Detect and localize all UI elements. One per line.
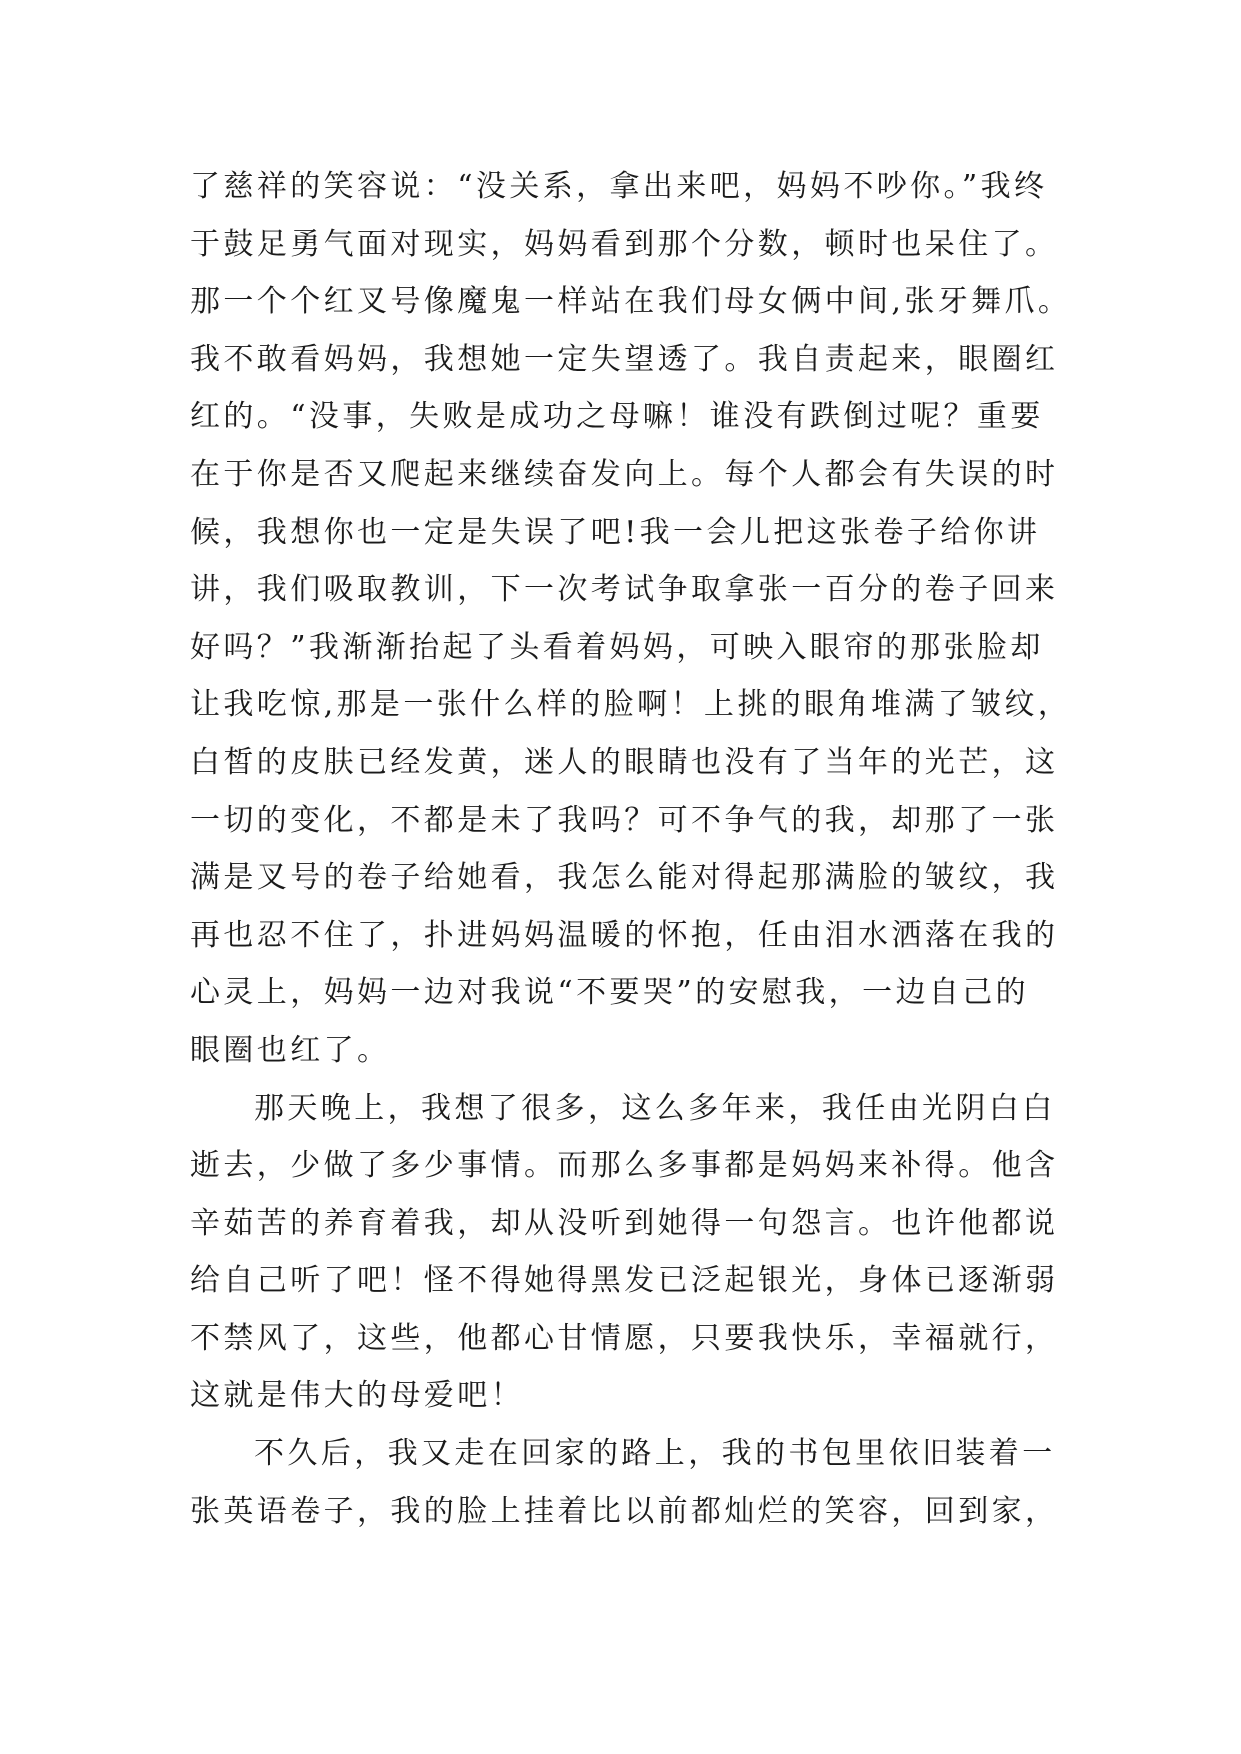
text-line: 我不敢看妈妈，我想她一定失望透了。我自责起来，眼圈红 — [190, 341, 1059, 377]
text-line: 讲，我们吸取教训，下一次考试争取拿张一百分的卷子回来 — [190, 572, 1059, 608]
text-line: 心灵上，妈妈一边对我说“不要哭”的安慰我，一边自己的 — [190, 975, 1030, 1011]
text-line: 再也忍不住了，扑进妈妈温暖的怀抱，任由泪水洒落在我的 — [190, 917, 1059, 953]
text-line: 白皙的皮肤已经发黄，迷人的眼睛也没有了当年的光芒，这 — [190, 744, 1059, 780]
document-body — [190, 158, 1070, 1540]
text-line: 不禁风了，这些，他都心甘情愿，只要我快乐，幸福就行， — [190, 1320, 1059, 1356]
text-line: 在于你是否又爬起来继续奋发向上。每个人都会有失误的时 — [190, 456, 1059, 492]
paragraph-start-line: 不久后，我又走在回家的路上，我的书包里依旧装着一 — [254, 1436, 1056, 1472]
text-line: 满是叉号的卷子给她看，我怎么能对得起那满脸的皱纹，我 — [190, 860, 1059, 896]
text-line: 了慈祥的笑容说：“没关系，拿出来吧，妈妈不吵你。”我终 — [190, 169, 1048, 204]
text-line: 给自己听了吧！怪不得她得黑发已泛起银光，身体已逐渐弱 — [190, 1263, 1059, 1299]
text-line: 眼圈也红了。 — [190, 1032, 391, 1068]
paragraph-start-line: 那天晚上，我想了很多，这么多年来，我任由光阴白白 — [254, 1090, 1056, 1126]
text-line: 辛茹苦的养育着我，却从没听到她得一句怨言。也许他都说 — [190, 1205, 1059, 1241]
text-line: 这就是伟大的母爱吧！ — [190, 1378, 524, 1414]
text-line: 于鼓足勇气面对现实，妈妈看到那个分数，顿时也呆住了。 — [190, 226, 1059, 262]
text-line: 一切的变化，不都是未了我吗？可不争气的我，却那了一张 — [190, 802, 1059, 838]
text-line: 逝去，少做了多少事情。而那么多事都是妈妈来补得。他含 — [190, 1148, 1059, 1184]
text-line: 让我吃惊,那是一张什么样的脸啊！上挑的眼角堆满了皱纹， — [190, 687, 1072, 723]
text-line: 候，我想你也一定是失误了吧!我一会儿把这张卷子给你讲 — [190, 514, 1041, 550]
text-line: 那一个个红叉号像魔鬼一样站在我们母女俩中间,张牙舞爪。 — [190, 284, 1072, 320]
text-line: 好吗？”我渐渐抬起了头看着妈妈，可映入眼帘的那张脸却 — [190, 629, 1044, 665]
text-line: 红的。“没事，失败是成功之母嘛！谁没有跌倒过呢？重要 — [190, 399, 1044, 435]
text-line: 张英语卷子，我的脸上挂着比以前都灿烂的笑容，回到家， — [190, 1493, 1059, 1529]
